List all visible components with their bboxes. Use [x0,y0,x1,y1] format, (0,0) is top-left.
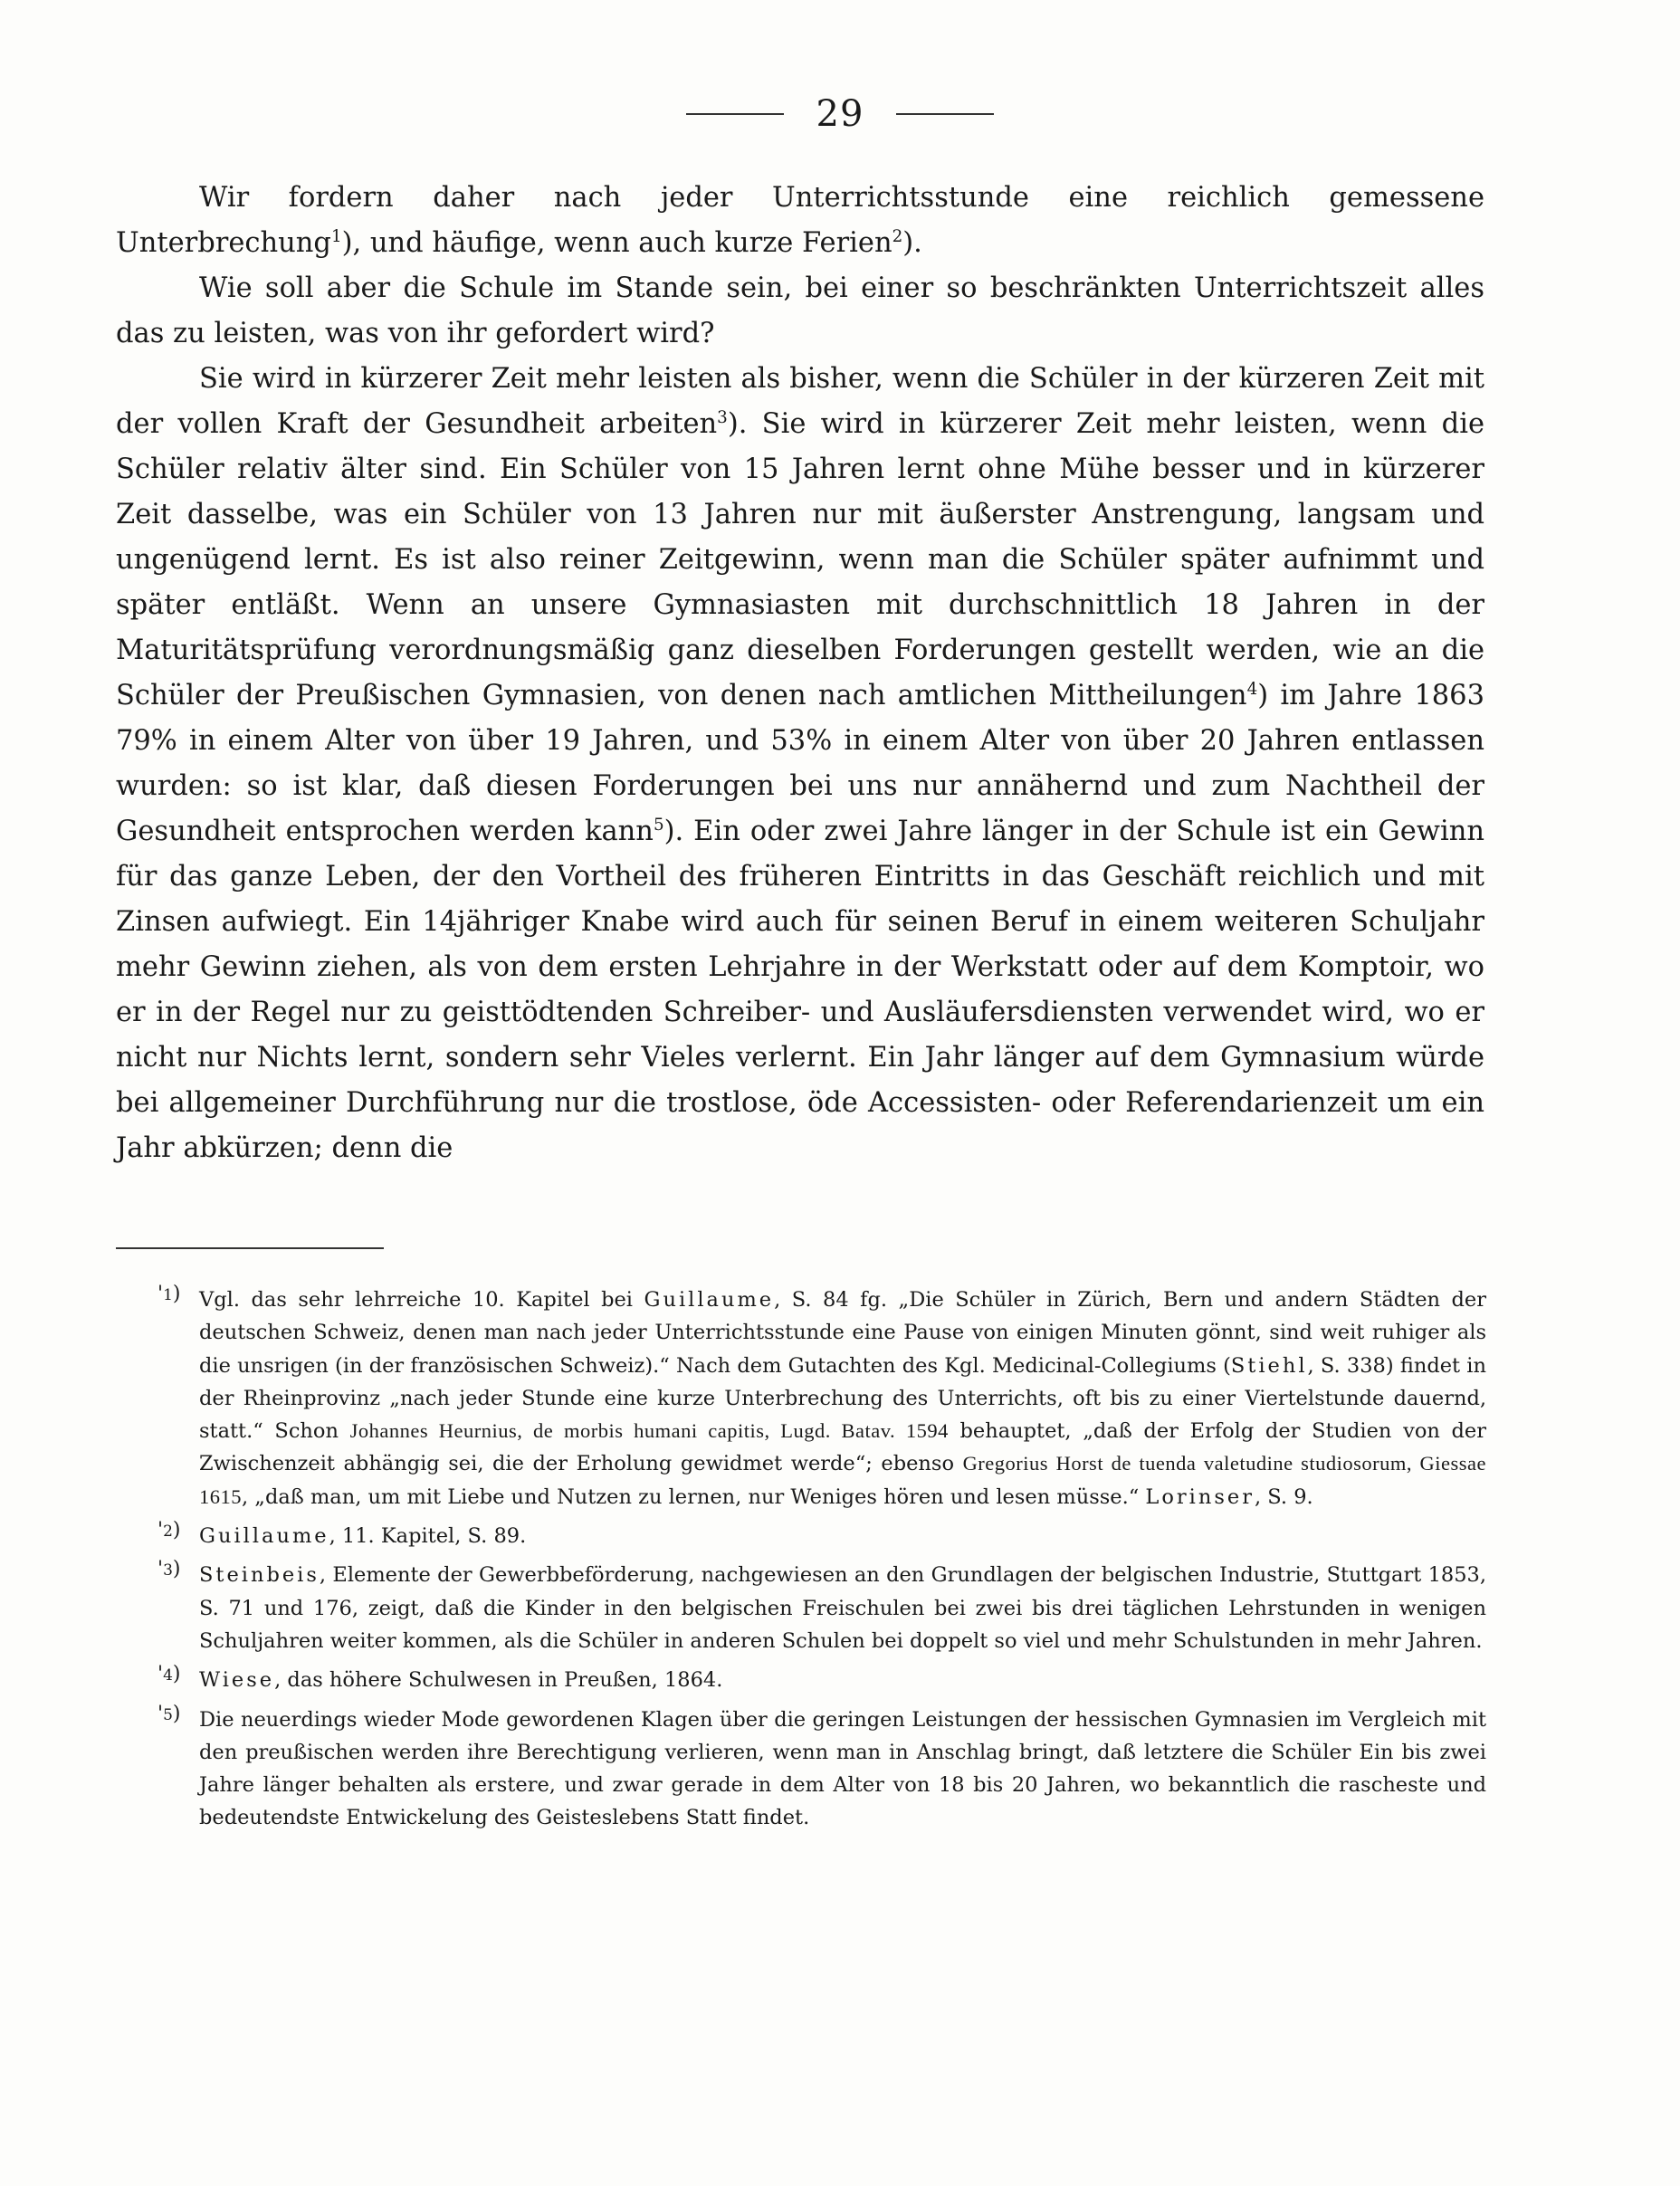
p3-text-2: ). Sie wird in kürzerer Zeit mehr leisten, wenn die Schüler relativ älter sind. Ein Schüler von 15 Jahren lernt ohne Mühe besser und in kürzerer Zeit dasselbe, was ein Schüler von 13 Jahren nur mit äußerster Anstrengung, langsam und ungenügend lernt. Es ist also reiner Zeitgewinn, wenn man die Schüler später aufnimmt und später entläßt. Wenn an unsere Gymnasiasten mit durchschnittlich 18 Jahren in der Maturitätsprüfung verordnungsmäßig ganz dieselben Forderungen gestellt werden, wie an die Schüler der Preußischen Gymnasien, von denen nach amtlichen Mittheilungen [116,408,1484,711]
paragraph-2: Wie soll aber die Schule im Stande sein, bei einer so beschränkten Unterrichtszeit alles das zu leisten, was von ihr gefordert wird? [116,272,1484,349]
mark-apostrophe: ' [158,1558,164,1581]
mark-apostrophe: ' [158,1663,164,1686]
footnote-mark [158,1698,180,1732]
p3-text-4: ). Ein oder zwei Jahre länger in der Schule ist ein Gewinn für das ganze Leben, der den Vortheil des früheren Eintritts in das Geschäft reichlich und mit Zinsen aufwiegt. Ein 14jähriger Knabe wird auch für seinen Beruf in einem weiteren Schuljahr mehr Gewinn ziehen, als von dem ersten Lehrjahre in der Werkstatt oder auf dem Komptoir, wo er in der Regel nur zu geisttödtenden Schreiber- und Ausläufersdiensten verwendet wird, wo er nicht nur Nichts lernt, sondern sehr Vieles verlernt. Ein Jahr länger auf dem Gymnasium würde bei allgemeiner Durchführung nur die trostlose, öde Accessisten- oder Referendarienzeit um ein Jahr abkürzen; denn die [116,816,1484,1164]
footnote-ref-3: 3 [717,407,728,427]
footnote-ref-1: 1 [330,226,342,246]
footnote-text: Die neuerdings wieder Mode gewordenen Klagen über die geringen Leistungen der hessischen Gymnasien im Vergleich mit den preußischen werden ihre Berechtigung verlieren, wenn man in Anschlag bringt, daß letztere die Schüler Ein bis zwei Jahre länger behalten als erstere, und zwar gerade in dem Alter von 18 bis 20 Jahren, wo bekanntlich die rascheste und bedeutendste Entwickelung des Geisteslebens Statt findet. [199,1707,1486,1830]
footnote-separator [116,1247,384,1249]
footnotes [156,1284,1486,1841]
mark-paren: ) [172,1702,181,1725]
footnote-text: , Elemente der Gewerbbeförderung, nachgewiesen an den Grundlagen der belgischen Industrie, Stuttgart 1853, S. 71 und 176, zeigt, daß die Kinder in den belgischen Freischulen bei zwei bis drei täglichen Lehrstunden in wenigen Schuljahren weiter kommen, als die Schüler in anderen Schulen bei doppelt so viel und mehr Schulstunden in mehr Jahren. [199,1563,1486,1653]
header-rule-right [896,113,994,115]
p1-text-1: Wir fordern daher nach jeder Unterrichtsstunde eine reichlich gemessene Unterbrechung [116,182,1484,259]
footnote-mark-number: 1 [163,1286,173,1304]
paragraph-1 [116,176,1484,266]
footnote-text: , S. 84 fg. „Die Schüler in Zürich, Bern und andern Städten der deutschen Schweiz, denen man nach jeder Unterrichtsstunde eine Pause von einigen Minuten gönnt, sind weit ruhiger als die unsrigen (in der französischen Schweiz).“ Nach dem Gutachten des Kgl. Medicinal-Collegiums ( [199,1288,1486,1378]
footnote-text: , S. 9. [1254,1484,1313,1509]
footnote-text: behauptet, „daß der Erfolg der Studien von der Zwischenzeit abhängig sei, die der Erholung gewidmet werde“; ebenso [199,1419,1487,1476]
footnote-mark [158,1658,180,1692]
footnote-text: , das höhere Schulwesen in Preußen, 1864. [274,1668,723,1693]
p3-text-1: Sie wird in kürzerer Zeit mehr leisten als bisher, wenn die Schüler in der kürzeren Zeit mit der vollen Kraft der Gesundheit arbeiten [116,363,1484,440]
p3-text-3: ) im Jahre 1863 79% in einem Alter von über 19 Jahren, und 53% in einem Alter von über 20 Jahren entlassen wurden: so ist klar, daß diesen Forderungen bei uns nur annähernd und zum Nachtheil der Gesundheit entsprochen werden kann [116,680,1484,847]
p1-text-2: ), und häufige, wenn auch kurze Ferien [341,227,892,259]
mark-apostrophe: ' [158,1519,164,1542]
footnote-ref-5: 5 [653,815,664,835]
author-name: Steinbeis [199,1563,320,1588]
author-name: Guillaume [644,1288,775,1312]
main-text [116,176,1484,1171]
footnote-2 [156,1520,1486,1552]
mark-paren: ) [172,1519,181,1542]
author-name: Stiehl [1230,1353,1308,1378]
footnote-1 [156,1284,1486,1513]
citation-latin: Johannes Heurnius, de morbis humani capitis, Lugd. Batav. 1594 [349,1419,949,1443]
footnote-text: Vgl. das sehr lehrreiche 10. Kapitel bei [199,1288,644,1312]
author-name: Lorinser [1145,1484,1255,1509]
footnote-4 [156,1664,1486,1696]
footnote-text: , 11. Kapitel, S. 89. [329,1524,527,1549]
footnote-mark-number: 5 [163,1705,173,1724]
citation-latin: Gregorius Horst de tuenda valetudine studiosorum, Giessae 1615 [199,1452,1486,1508]
footnote-mark-number: 4 [163,1666,173,1685]
footnote-5 [156,1704,1486,1835]
mark-paren: ) [172,1558,181,1581]
mark-apostrophe: ' [158,1702,164,1725]
mark-apostrophe: ' [158,1283,164,1305]
footnote-ref-2: 2 [892,226,903,246]
footnote-text: , S. 338) findet in der Rheinprovinz „nach jeder Stunde eine kurze Unterbrechung des Unterrichts, oft bis zu einer Viertelstunde dauernd, statt.“ Schon [199,1353,1486,1444]
footnote-mark-number: 3 [163,1561,173,1580]
page-header [0,87,1680,141]
footnote-3 [156,1559,1486,1657]
author-name: Guillaume [199,1524,329,1549]
footnote-mark [158,1553,180,1587]
mark-paren: ) [172,1663,181,1686]
footnote-mark-number: 2 [163,1523,173,1542]
footnote-text: , „daß man, um mit Liebe und Nutzen zu lernen, nur Weniges hören und lesen müsse.“ [242,1484,1146,1509]
mark-paren: ) [172,1283,181,1305]
page-number: 29 [816,93,864,135]
footnote-mark [158,1278,180,1312]
author-name: Wiese [199,1668,275,1693]
paragraph-3 [116,357,1484,1171]
footnote-ref-4: 4 [1246,679,1258,699]
header-rule-left [686,113,784,115]
p1-text-3: ). [902,227,922,259]
footnote-mark [158,1514,180,1548]
